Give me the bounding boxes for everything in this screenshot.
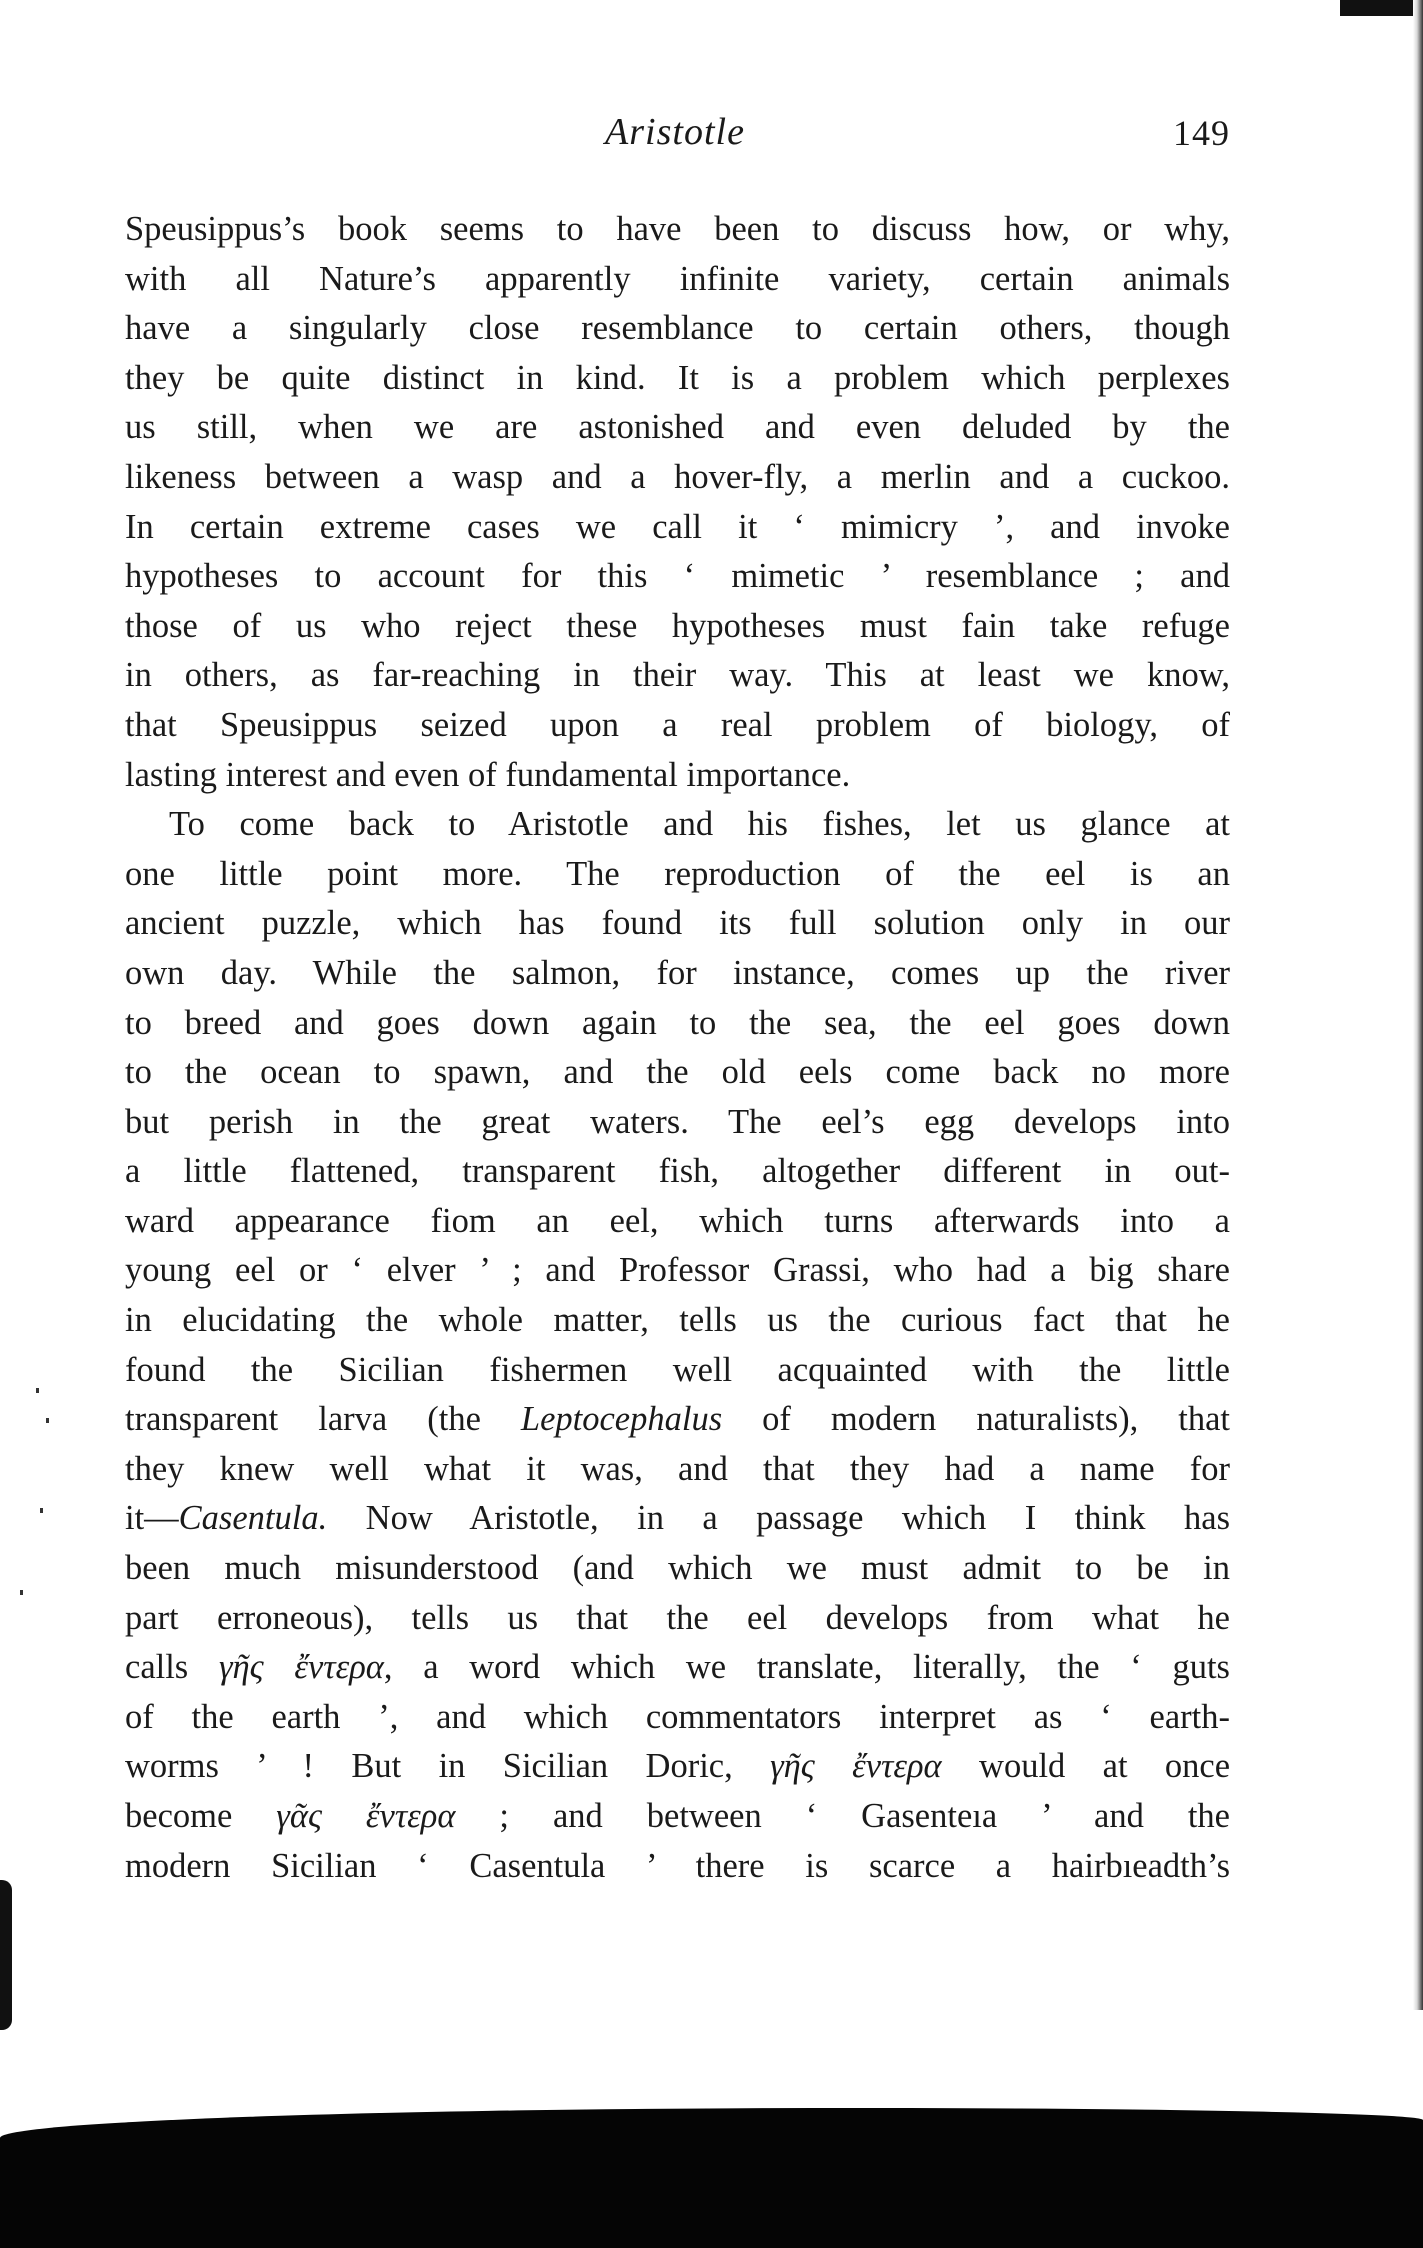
- text-line: [125, 1494, 1230, 1544]
- text-line: modern Sicilian ‘ Casentula ’ there is scarce a hairbıeadth’s: [125, 1846, 1230, 1885]
- scan-speck: [40, 1508, 43, 1513]
- scan-edge-top: [1340, 0, 1423, 16]
- scan-edge-right: [1413, 0, 1423, 2010]
- text-run: calls: [125, 1648, 219, 1687]
- greek-term: γῆς ἔντερα: [218, 1648, 384, 1687]
- text-line: own day. While the salmon, for instance, comes up the river: [125, 953, 1230, 992]
- page-number: 149: [1173, 113, 1230, 153]
- text-line: part erroneous), tells us that the eel develops from what he: [125, 1598, 1230, 1637]
- italic-term: Casentula.: [178, 1499, 328, 1538]
- text-run: it—: [125, 1499, 179, 1538]
- text-line: one little point more. The reproduction of the eel is an: [125, 854, 1230, 893]
- text-line: they knew well what it was, and that they had a name for: [125, 1449, 1230, 1488]
- text-run: ; and between ‘ Gasenteıa ’ and the: [455, 1797, 1230, 1835]
- text-line: those of us who reject these hypotheses must fain take refuge: [125, 606, 1230, 645]
- text-line: Speusippus’s book seems to have been to discuss how, or why,: [125, 210, 1230, 248]
- text-line: young eel or ‘ elver ’ ; and Professor Grassi, who had a big share: [125, 1251, 1230, 1290]
- running-title: Aristotle: [605, 111, 745, 153]
- text-line: that Speusippus seized upon a real problem of biology, of: [125, 705, 1230, 744]
- text-line: [125, 1742, 1230, 1792]
- scan-speck: [36, 1388, 39, 1393]
- text-run: worms ’ ! But in Sicilian Doric,: [125, 1747, 771, 1786]
- text-line: found the Sicilian fishermen well acquainted with the little: [125, 1350, 1230, 1389]
- text-line: [125, 1792, 1230, 1842]
- greek-term: γᾶς ἔντερα: [276, 1797, 456, 1835]
- text-line: us still, when we are astonished and even deluded by the: [125, 408, 1230, 447]
- text-run: of modern naturalists), that: [722, 1400, 1230, 1439]
- paragraph-end-line: lasting interest and even of fundamental importance.: [125, 755, 851, 794]
- greek-term: γῆς ἔντερα: [770, 1747, 942, 1786]
- text-run: would at once: [941, 1747, 1231, 1786]
- body-text: [125, 205, 1230, 1891]
- text-run: Now Aristotle, in a passage which I think has: [327, 1499, 1230, 1538]
- text-line: hypotheses to account for this ‘ mimetic ’ resemblance ; and: [125, 557, 1230, 596]
- scan-edge-left: [0, 1880, 12, 2030]
- text-line: to the ocean to spawn, and the old eels come back no more: [125, 1053, 1230, 1092]
- text-run: become: [125, 1797, 277, 1835]
- text-line: ancient puzzle, which has found its full solution only in our: [125, 904, 1230, 943]
- text-run: , a word which we translate, literally, the ‘ guts: [383, 1648, 1230, 1687]
- text-line: but perish in the great waters. The eel’s egg develops into: [125, 1102, 1230, 1141]
- scan-speck: [20, 1590, 23, 1595]
- text-line: they be quite distinct in kind. It is a problem which perplexes: [125, 358, 1230, 397]
- scan-shadow-bottom: [0, 2108, 1423, 2248]
- text-line: [125, 1643, 1230, 1693]
- text-line: with all Nature’s apparently infinite variety, certain animals: [125, 259, 1230, 298]
- text-line: In certain extreme cases we call it ‘ mimicry ’, and invoke: [125, 507, 1230, 546]
- text-line: likeness between a wasp and a hover-fly, a merlin and a cuckoo.: [125, 457, 1230, 496]
- text-line: ward appearance fiom an eel, which turns afterwards into a: [125, 1201, 1230, 1240]
- text-line: in elucidating the whole matter, tells us the curious fact that he: [125, 1301, 1230, 1340]
- text-line: of the earth ’, and which commentators interpret as ‘ earth-: [125, 1697, 1230, 1736]
- text-line: been much misunderstood (and which we must admit to be in: [125, 1549, 1230, 1588]
- paragraph-start-line: To come back to Aristotle and his fishes, let us glance at: [169, 805, 1230, 844]
- page-header: [120, 110, 1230, 170]
- scan-speck: [46, 1418, 49, 1423]
- text-line: [125, 1395, 1230, 1445]
- text-line: to breed and goes down again to the sea, the eel goes down: [125, 1003, 1230, 1042]
- text-run: transparent larva (the: [125, 1400, 521, 1439]
- text-line: in others, as far-reaching in their way. This at least we know,: [125, 656, 1230, 695]
- italic-term: Leptocephalus: [520, 1400, 723, 1439]
- text-line: have a singularly close resemblance to certain others, though: [125, 309, 1230, 348]
- text-line: a little flattened, transparent fish, altogether different in out-: [125, 1152, 1230, 1191]
